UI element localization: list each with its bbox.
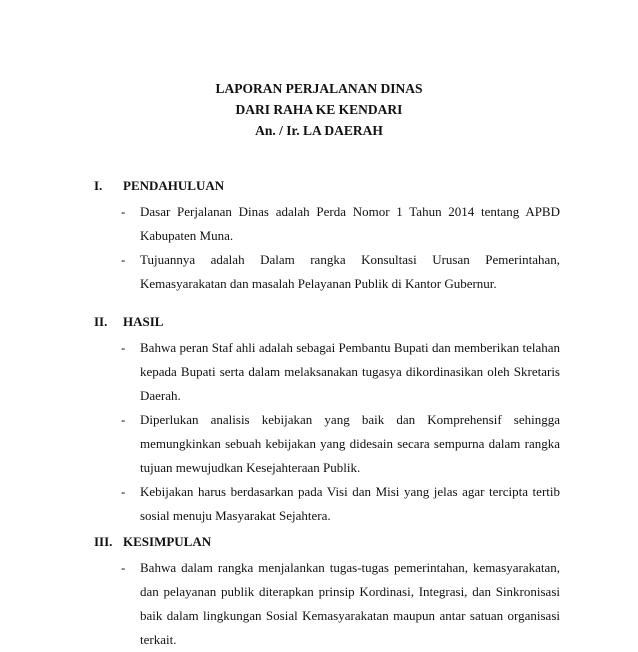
list-item bbox=[121, 408, 560, 480]
list-item-text: Bahwa dalam rangka menjalankan tugas-tugas pemerintahan, kemasyarakatan, dan pelayanan publik diterapkan prinsip Kordinasi, Integrasi, dan Sinkronisasi baik dalam lingkungan Sosial Kemasyarakatan maupun antar satuan organisasi terkait. bbox=[140, 560, 560, 647]
bullet-list bbox=[0, 336, 638, 528]
list-item-text: Tujuannya adalah Dalam rangka Konsultasi Urusan Pemerintahan, Kemasyarakatan dan masalah Pelayanan Publik di Kantor Gubernur. bbox=[140, 252, 560, 291]
dash-bullet-icon: - bbox=[121, 252, 126, 267]
dash-bullet-icon: - bbox=[121, 484, 126, 499]
section-hasil bbox=[0, 314, 638, 528]
report-title bbox=[0, 78, 638, 141]
dash-bullet-icon: - bbox=[121, 560, 126, 575]
bullet-list bbox=[0, 556, 638, 652]
title-line-1: LAPORAN PERJALANAN DINAS bbox=[215, 81, 423, 96]
section-number: I. bbox=[94, 178, 103, 193]
section-title: PENDAHULUAN bbox=[123, 178, 225, 193]
list-item-text: Kebijakan harus berdasarkan pada Visi dan Misi yang jelas agar tercipta tertib sosial menuju Masyarakat Sejahtera. bbox=[140, 484, 560, 523]
list-item-text: Dasar Perjalanan Dinas adalah Perda Nomor 1 Tahun 2014 tentang APBD Kabupaten Muna. bbox=[140, 204, 560, 243]
section-kesimpulan bbox=[0, 534, 638, 652]
section-heading bbox=[0, 534, 638, 554]
section-pendahuluan bbox=[0, 178, 638, 296]
section-number: II. bbox=[94, 314, 108, 329]
list-item bbox=[121, 556, 560, 652]
title-line-2: DARI RAHA KE KENDARI bbox=[235, 102, 403, 117]
list-item-text: Diperlukan analisis kebijakan yang baik dan Komprehensif sehingga memungkinkan sebuah kebijakan yang didesain secara sempurna dalam rangka tujuan mewujudkan Kesejahteraan Publik. bbox=[140, 412, 560, 475]
section-title: HASIL bbox=[123, 314, 164, 329]
list-item bbox=[121, 336, 560, 408]
dash-bullet-icon: - bbox=[121, 204, 126, 219]
section-number: III. bbox=[94, 534, 113, 549]
bullet-list bbox=[0, 200, 638, 296]
dash-bullet-icon: - bbox=[121, 412, 126, 427]
dash-bullet-icon: - bbox=[121, 340, 126, 355]
list-item bbox=[121, 248, 560, 296]
section-heading bbox=[0, 178, 638, 198]
title-line-3: An. / Ir. LA DAERAH bbox=[255, 123, 383, 138]
section-title: KESIMPULAN bbox=[123, 534, 212, 549]
list-item bbox=[121, 480, 560, 528]
list-item bbox=[121, 200, 560, 248]
list-item-text: Bahwa peran Staf ahli adalah sebagai Pembantu Bupati dan memberikan telahan kepada Bupati serta dalam melaksanakan tugasya dikordinasikan oleh Skretaris Daerah. bbox=[140, 340, 560, 403]
section-heading bbox=[0, 314, 638, 334]
